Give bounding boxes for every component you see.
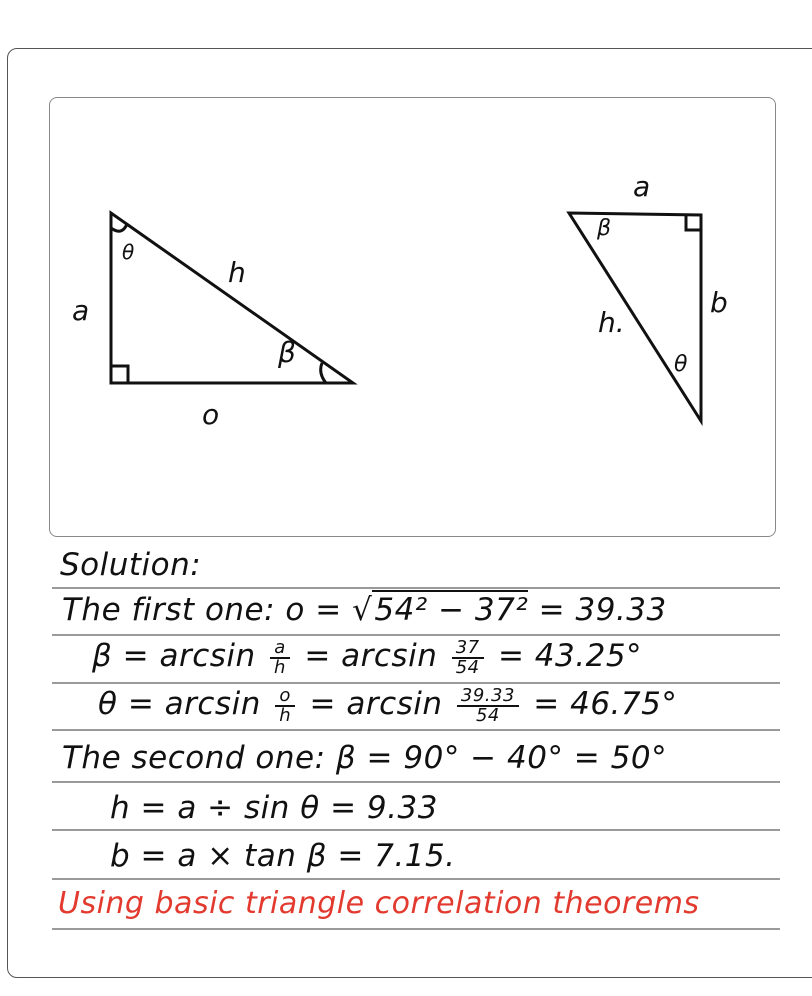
rule-line	[52, 682, 780, 684]
t1-label-h: h	[228, 256, 246, 289]
solution-line-4: The second one: β = 90° − 40° = 50°	[62, 740, 668, 776]
fraction-a-over-h	[270, 636, 290, 678]
denominator: 54	[455, 656, 480, 678]
t1-label-beta: β	[278, 336, 296, 369]
t2-label-a: a	[633, 170, 651, 203]
numerator: o	[275, 687, 295, 707]
rule-line	[52, 729, 780, 731]
line2-result: = 43.25°	[497, 638, 643, 674]
solution-heading: Solution:	[60, 547, 202, 583]
denominator: h	[279, 704, 292, 726]
triangles-diagram	[50, 98, 777, 538]
line3-prefix: θ = arcsin	[98, 686, 261, 722]
solution-line-3	[98, 686, 677, 725]
angle-arc-beta-1	[321, 363, 326, 383]
solution-line-5: h = a ÷ sin θ = 9.33	[110, 790, 438, 826]
denominator: h	[274, 656, 286, 678]
line2-prefix: β = arcsin	[92, 638, 256, 674]
rule-line	[52, 878, 780, 880]
solution-note: Using basic triangle correlation theorems	[58, 886, 700, 921]
figure-box	[49, 97, 776, 537]
numerator: a	[270, 639, 290, 659]
triangle-2	[569, 213, 701, 421]
denominator: 54	[475, 704, 500, 726]
t1-label-a: a	[72, 294, 90, 327]
t1-label-o: o	[202, 398, 220, 431]
numerator: 39.33	[457, 687, 519, 707]
t1-label-theta: θ	[122, 240, 135, 264]
right-angle-mark-1	[111, 366, 128, 383]
solution-line-2	[92, 638, 642, 677]
line3-mid: = arcsin	[309, 686, 443, 722]
angle-arc-theta-1	[111, 224, 127, 231]
solution-line-6: b = a × tan β = 7.15.	[110, 838, 456, 874]
t2-label-h: h.	[598, 306, 625, 339]
line1-radicand: 54² − 37²	[374, 592, 529, 628]
fraction-3933-over-54	[457, 684, 519, 726]
t2-label-b: b	[710, 286, 728, 319]
line1-result: = 39.33	[538, 592, 667, 628]
rule-line	[52, 634, 780, 636]
rule-line	[52, 781, 780, 783]
rule-line	[52, 587, 780, 589]
fraction-37-over-54	[452, 636, 484, 678]
t2-label-beta: β	[597, 216, 612, 241]
fraction-o-over-h	[275, 684, 295, 726]
numerator: 37	[452, 639, 484, 659]
line1-prefix: The first one: o =	[62, 592, 342, 628]
line3-result: = 46.75°	[533, 686, 678, 722]
solution-line-1: The first one: o = √54² − 37² = 39.33	[62, 592, 667, 628]
right-angle-mark-2	[686, 215, 701, 230]
rule-line	[52, 928, 780, 930]
t2-label-theta: θ	[674, 352, 688, 377]
line2-mid: = arcsin	[304, 638, 438, 674]
rule-line	[52, 829, 780, 831]
triangle-1	[111, 213, 353, 383]
